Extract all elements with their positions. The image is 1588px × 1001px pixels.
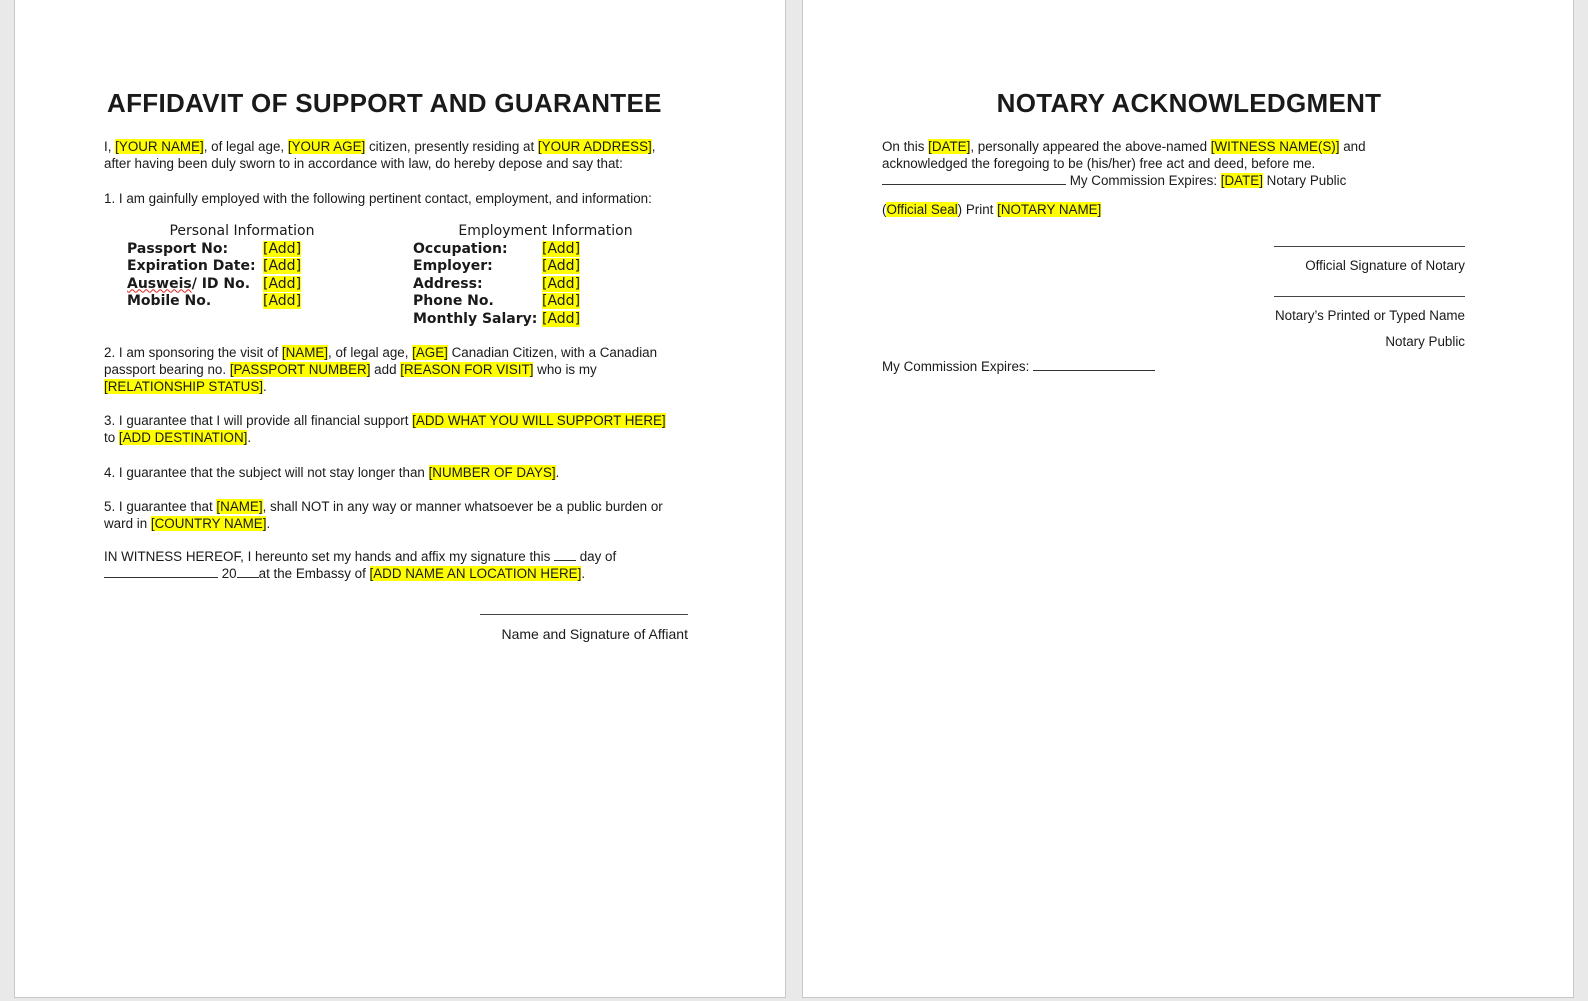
text: and [1339, 139, 1366, 154]
notary-public-caption: Notary Public [1385, 334, 1465, 349]
text: , [651, 139, 656, 154]
day-blank[interactable] [554, 548, 576, 561]
text: I, [104, 139, 116, 154]
your-name-field[interactable]: [YOUR NAME] [115, 139, 204, 154]
country-field[interactable]: [COUNTRY NAME] [150, 516, 267, 531]
text: day of [576, 549, 617, 564]
text: citizen, presently residing at [365, 139, 538, 154]
personal-info-heading: Personal Information [169, 223, 315, 239]
address-label: Address: [413, 275, 483, 292]
salary-label: Monthly Salary: [413, 310, 538, 327]
text: who is my [533, 362, 597, 377]
notary-line-2: acknowledged the foregoing to be (his/her) free act and deed, before me. [882, 156, 1316, 171]
text: , of legal age, [328, 345, 413, 360]
passport-value[interactable]: [Add] [263, 240, 302, 257]
support-field[interactable]: [ADD WHAT YOU WILL SUPPORT HERE] [412, 413, 666, 428]
personal-row [127, 276, 357, 294]
occupation-label: Occupation: [413, 240, 508, 257]
item-3 [104, 412, 666, 446]
your-age-field[interactable]: [YOUR AGE] [287, 139, 366, 154]
address-value[interactable]: [Add] [542, 275, 581, 292]
text: . [555, 465, 560, 480]
text: IN WITNESS HEREOF, I hereunto set my hands and affix my signature this [104, 549, 555, 564]
salary-value[interactable]: [Add] [542, 310, 581, 327]
personal-info-block [127, 223, 357, 311]
destination-field[interactable]: [ADD DESTINATION] [118, 430, 248, 445]
mobile-label: Mobile No. [127, 293, 212, 309]
official-signature-caption: Official Signature of Notary [1305, 258, 1465, 273]
text: , of legal age, [203, 139, 288, 154]
id-value[interactable]: [Add] [263, 275, 302, 292]
intro-line-2: after having been duly sworn to in accordance with law, do hereby depose and say that: [104, 156, 623, 171]
sponsored-name-field[interactable]: [NAME] [281, 345, 329, 360]
commission-date-field[interactable]: [DATE] [1220, 173, 1263, 188]
text: 3. I guarantee that I will provide all financial support [104, 413, 413, 428]
text: Notary Public [1262, 173, 1347, 188]
affiant-signature-line[interactable] [480, 614, 688, 615]
embassy-location-field[interactable]: [ADD NAME AN LOCATION HERE] [369, 566, 582, 581]
text: 2. I am sponsoring the visit of [104, 345, 282, 360]
witness-names-field[interactable]: [WITNESS NAME(S)] [1210, 139, 1340, 154]
notary-acknowledgment-text [882, 138, 1366, 189]
employment-info-block [413, 223, 653, 328]
year-blank[interactable] [237, 565, 259, 578]
passport-label: Passport No: [127, 240, 229, 257]
personal-row [127, 258, 357, 276]
occupation-value[interactable]: [Add] [542, 240, 581, 257]
expiration-label: Expiration Date: [127, 258, 256, 274]
text: My Commission Expires: [1066, 173, 1221, 188]
affidavit-intro [104, 138, 656, 172]
id-label: / ID No. [191, 275, 251, 292]
official-seal-field[interactable]: Official Seal [886, 202, 958, 217]
your-address-field[interactable]: [YOUR ADDRESS] [537, 139, 652, 154]
commission-expires-line [882, 358, 1155, 375]
relationship-field[interactable]: [RELATIONSHIP STATUS] [104, 379, 263, 394]
text: . [581, 566, 586, 581]
notary-blank[interactable] [882, 172, 1066, 185]
personal-row [127, 241, 357, 259]
text: On this [882, 139, 929, 154]
notary-name-line[interactable] [1274, 296, 1465, 297]
text: 20 [218, 566, 237, 581]
text: , shall NOT in any way or manner whatsoever be a public burden or [262, 499, 663, 514]
affiant-signature-caption: Name and Signature of Affiant [501, 626, 688, 642]
notary-title: NOTARY ACKNOWLEDGMENT [996, 88, 1382, 118]
text: passport bearing no. [104, 362, 230, 377]
employment-row [413, 258, 653, 276]
text: . [247, 430, 252, 445]
employer-value[interactable]: [Add] [542, 258, 581, 274]
witness-clause [104, 548, 616, 582]
commission-blank[interactable] [1033, 358, 1155, 371]
text: ( [882, 202, 887, 217]
affidavit-title: AFFIDAVIT OF SUPPORT AND GUARANTEE [107, 88, 662, 118]
mobile-value[interactable]: [Add] [263, 293, 302, 309]
item-1: 1. I am gainfully employed with the following pertinent contact, employment, and information: [104, 191, 652, 206]
affidavit-page [14, 0, 786, 998]
item-5 [104, 498, 663, 532]
guarantee-name-field[interactable]: [NAME] [216, 499, 263, 514]
printed-name-caption: Notary’s Printed or Typed Name [1274, 308, 1465, 323]
personal-row [127, 293, 357, 311]
text: Canadian Citizen, with a Canadian [447, 345, 658, 360]
employment-row [413, 311, 653, 329]
notary-signature-line[interactable] [1274, 246, 1465, 247]
text: ward in [104, 516, 151, 531]
text: ) Print [957, 202, 998, 217]
text: to [104, 430, 119, 445]
expiration-value[interactable]: [Add] [263, 258, 302, 274]
sponsored-age-field[interactable]: [AGE] [412, 345, 448, 360]
employment-row [413, 276, 653, 294]
text: . [262, 379, 267, 394]
text: . [266, 516, 271, 531]
text: add [370, 362, 401, 377]
notary-page [802, 0, 1574, 998]
phone-label: Phone No. [413, 293, 494, 309]
employment-info-heading: Employment Information [458, 223, 633, 239]
text: 5. I guarantee that [104, 499, 217, 514]
passport-number-field[interactable]: [PASSPORT NUMBER] [229, 362, 371, 377]
date-field[interactable]: [DATE] [928, 139, 971, 154]
notary-name-field[interactable]: [NOTARY NAME] [997, 202, 1102, 217]
text: at the Embassy of [258, 566, 370, 581]
official-seal-line [882, 201, 1101, 218]
month-blank[interactable] [104, 565, 218, 578]
text: 4. I guarantee that the subject will not stay longer than [104, 465, 429, 480]
ausweis-label: Ausweis [127, 275, 192, 292]
employment-row [413, 241, 653, 259]
employment-row [413, 293, 653, 311]
item-2 [104, 344, 657, 395]
text: My Commission Expires: [882, 359, 1034, 374]
item-4 [104, 464, 559, 481]
employer-label: Employer: [413, 258, 493, 274]
reason-field[interactable]: [REASON FOR VISIT] [400, 362, 534, 377]
text: , personally appeared the above-named [970, 139, 1211, 154]
phone-value[interactable]: [Add] [542, 293, 581, 309]
days-field[interactable]: [NUMBER OF DAYS] [428, 465, 556, 480]
